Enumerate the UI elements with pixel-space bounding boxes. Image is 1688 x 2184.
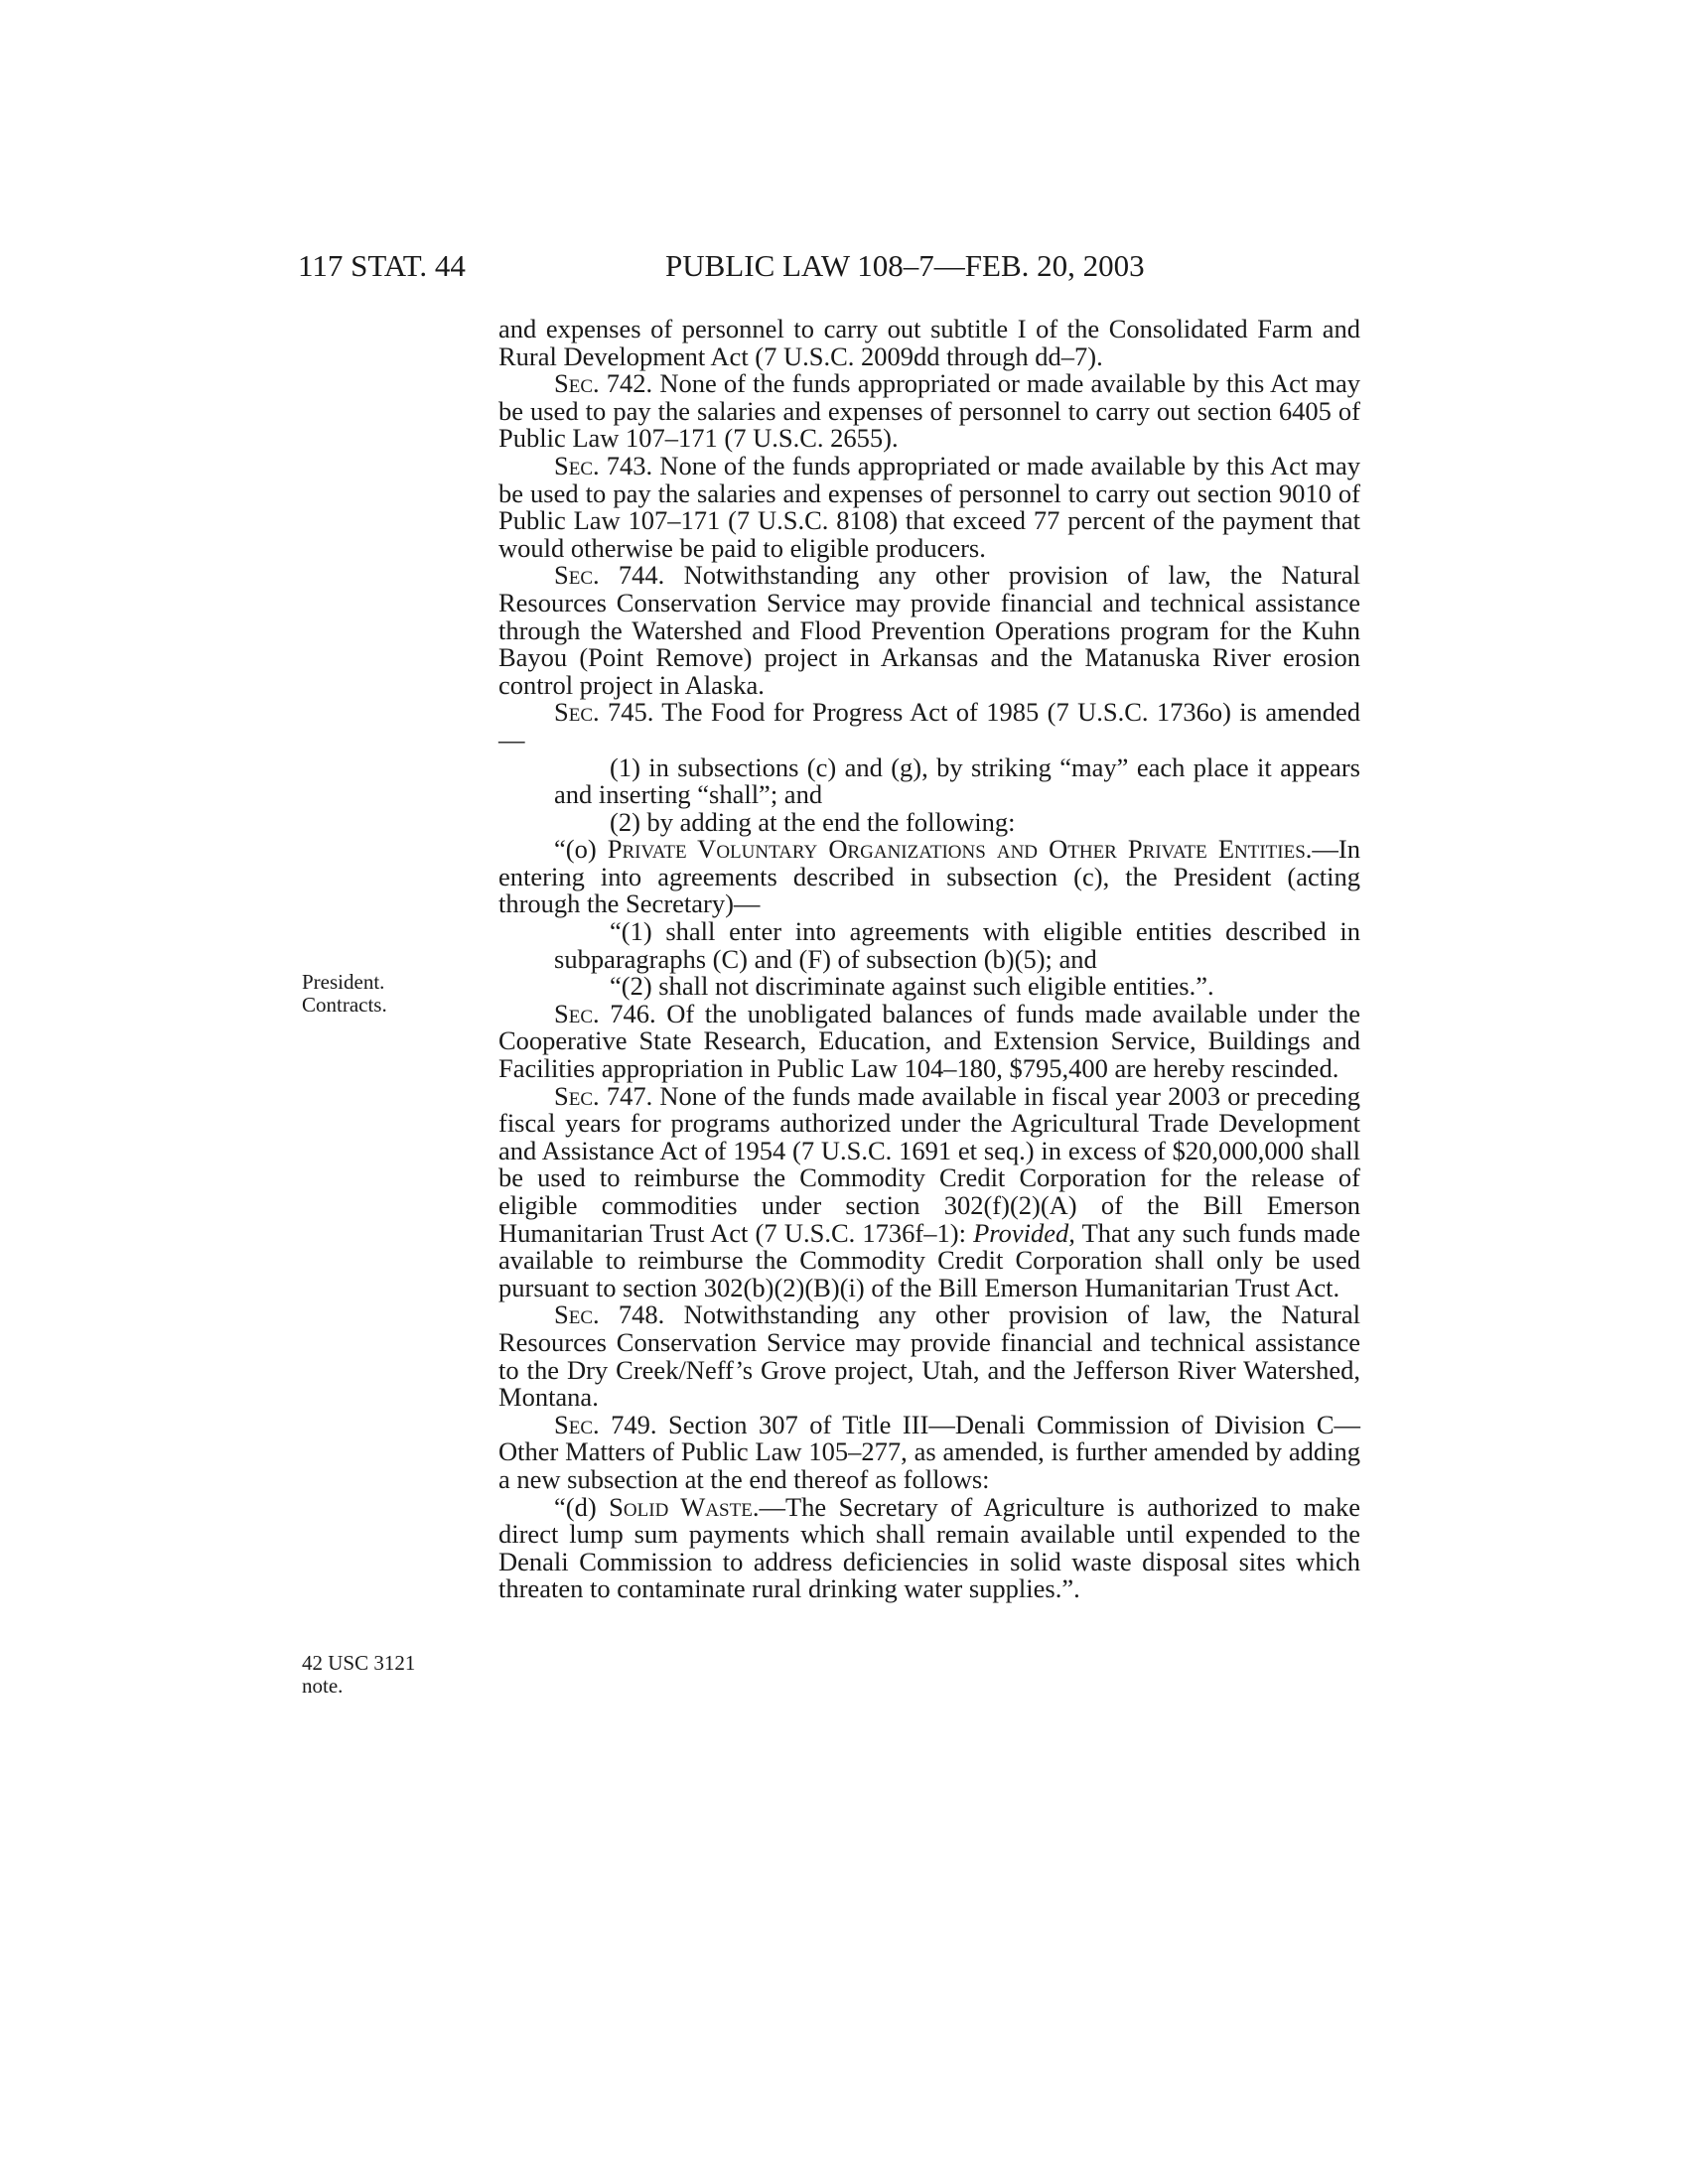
- section-744: [498, 562, 1360, 699]
- subsection-text: .—The Secretary of Agriculture is authorized to make direct lump sum payments which shall remain available until expended to the Denali Commission to address deficiencies in solid waste disposal sites which threaten to contaminate rural drinking water supplies.”.: [498, 1491, 1360, 1604]
- subsection-heading: Private Voluntary Organizations and Other Private Entities: [607, 834, 1306, 865]
- section-text: 746. Of the unobligated balances of funds made available under the Cooperative State Research, Education, and Extension Service, Buildings and Facilities appropriation in Public Law 104–180, $795,400 are hereby rescinded.: [498, 998, 1360, 1084]
- section-label: Sec.: [554, 998, 600, 1028]
- paragraph-745-2: (2) by adding at the end the following:: [610, 806, 1016, 837]
- paragraph-o-1: “(1) shall enter into agreements with eligible entities described in subparagraphs (C) and (F) of subsection (b)(5); and: [554, 916, 1360, 974]
- margin-note-president-contracts: [302, 971, 451, 1017]
- margin-note-line: note.: [302, 1674, 344, 1698]
- continued-paragraph: and expenses of personnel to carry out subtitle I of the Consolidated Farm and Rural Development Act (7 U.S.C. 2009dd through dd–7).: [498, 314, 1360, 371]
- section-text: 742. None of the funds appropriated or made available by this Act may be used to pay the salaries and expenses of personnel to carry out section 6405 of Public Law 107–171 (7 U.S.C. 2655).: [498, 368, 1360, 454]
- section-label: Sec.: [554, 450, 600, 480]
- section-text-continued: That any such funds made available to reimburse the Commodity Credit Corporation shall only be used pursuant to section 302(b)(2)(B)(i) of the Bill Emerson Humanitarian Trust Act.: [498, 1217, 1360, 1302]
- subsection-d: [498, 1491, 1360, 1604]
- section-text: 744. Notwithstanding any other provision of law, the Natural Resources Conservation Service may provide financial and technical assistance through the Watershed and Flood Prevention Operations program for the Kuhn Bayou (Point Remove) project in Arkansas and the Matanuska River erosion control project in Alaska.: [498, 560, 1360, 700]
- public-law-title: PUBLIC LAW 108–7—FEB. 20, 2003: [665, 248, 1145, 283]
- section-text: 745. The Food for Progress Act of 1985 (7 U.S.C. 1736o) is amended—: [498, 697, 1360, 754]
- subsection-text: .—In entering into agreements described in subsection (c), the President (acting through the Secretary)—: [498, 834, 1360, 919]
- section-746: [498, 998, 1360, 1084]
- section-label: Sec.: [554, 1409, 600, 1439]
- section-748: [498, 1301, 1360, 1411]
- paragraph-745-1: (1) in subsections (c) and (g), by striking “may” each place it appears and inserting “shall”; and: [554, 751, 1360, 810]
- page-stat-number: 117 STAT. 44: [298, 248, 466, 283]
- running-head: [0, 246, 1688, 286]
- section-text: 749. Section 307 of Title III—Denali Commission of Division C—Other Matters of Public Law 105–277, as amended, is further amended by adding a new subsection at the end thereof as follows:: [498, 1409, 1360, 1494]
- margin-note-line: President.: [302, 970, 385, 994]
- subsection-prefix: “(d): [554, 1491, 610, 1522]
- section-text: 748. Notwithstanding any other provision of law, the Natural Resources Conservation Service may provide financial and technical assistance to the Dry Creek/Neff’s Grove project, Utah, and the Jefferson River Watershed, Montana.: [498, 1299, 1360, 1413]
- paragraph-o-2: “(2) shall not discriminate against such eligible entities.”.: [610, 971, 1214, 1002]
- section-749: [498, 1409, 1360, 1494]
- subsection-prefix: “(o): [554, 834, 608, 865]
- section-747: [498, 1080, 1360, 1302]
- section-label: Sec.: [554, 697, 600, 728]
- section-742: [498, 370, 1360, 453]
- margin-note-usc-citation: [302, 1652, 451, 1698]
- section-text: 747. None of the funds made available in fiscal year 2003 or preceding fiscal years for programs authorized under the Agricultural Trade Development and Assistance Act of 1954 (7 U.S.C. 1691 et seq.) in excess of $20,000,000 shall be used to reimburse the Commodity Credit Corporation for the release of eligible commodities under section 302(f)(2)(A) of the Bill Emerson Humanitarian Trust Act (7 U.S.C. 1736f–1):: [498, 1080, 1360, 1248]
- section-label: Sec.: [554, 560, 600, 591]
- subsection-heading: Solid Waste: [609, 1491, 753, 1522]
- margin-note-line: Contracts.: [302, 993, 387, 1017]
- section-label: Sec.: [554, 1080, 600, 1111]
- section-label: Sec.: [554, 1299, 600, 1330]
- section-text: 743. None of the funds appropriated or made available by this Act may be used to pay the salaries and expenses of personnel to carry out section 9010 of Public Law 107–171 (7 U.S.C. 8108) that exceed 77 percent of the payment that would otherwise be paid to eligible producers.: [498, 450, 1360, 563]
- provided-italic: Provided,: [973, 1217, 1075, 1248]
- subsection-o: [498, 836, 1360, 918]
- section-label: Sec.: [554, 368, 600, 399]
- section-743: [498, 450, 1360, 563]
- margin-note-line: 42 USC 3121: [302, 1651, 416, 1675]
- section-745: [498, 699, 1360, 753]
- statute-body: [498, 316, 1360, 1603]
